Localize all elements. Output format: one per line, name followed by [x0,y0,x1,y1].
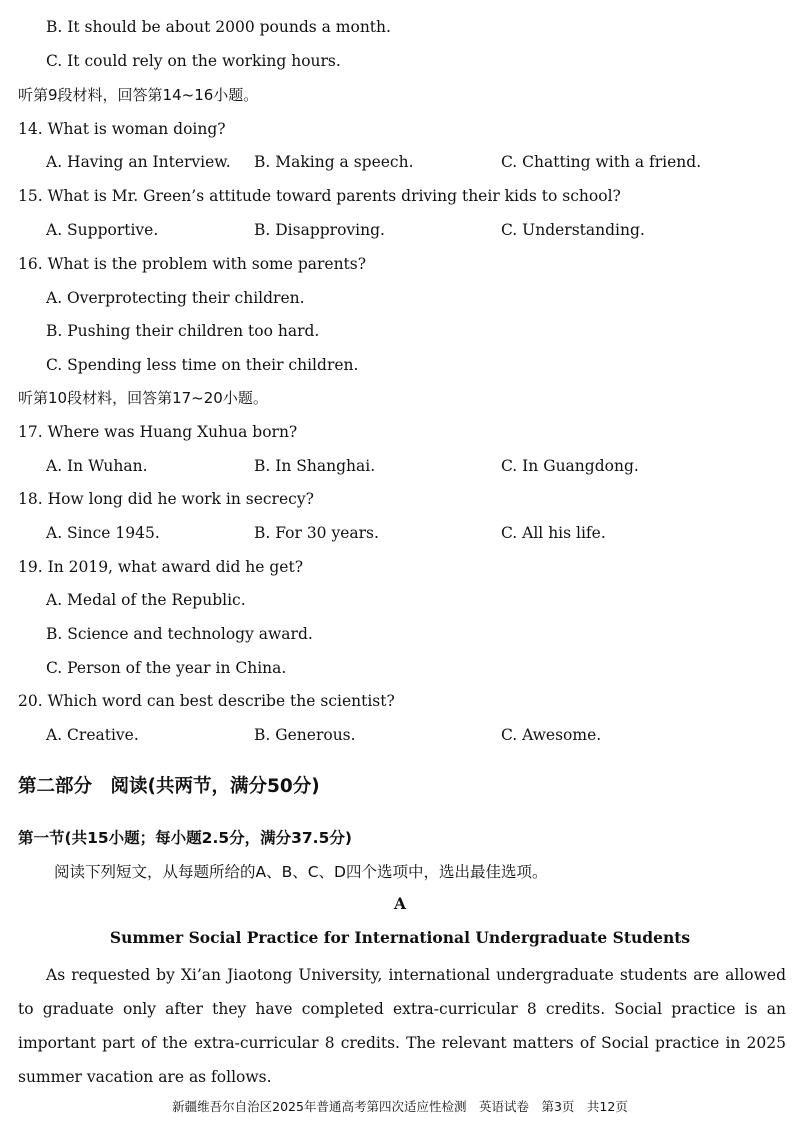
q19-option-b: B. Science and technology award. [46,625,313,643]
q14-option-c: C. Chatting with a friend. [501,153,702,171]
q17-option-c: C. In Guangdong. [501,457,639,475]
q15-option-c: C. Understanding. [501,221,645,239]
q15-option-b: B. Disapproving. [254,221,385,239]
q19-stem: 19. In 2019, what award did he get? [18,558,304,576]
passage-letter: A [393,894,407,913]
passage-paragraph: As requested by Xi’an Jiaotong University, international undergraduate students are allowed to graduate only after they have completed extra-curricular 8 credits. Social practice is an important part of the extra-curricular 8 credits. The relevant matters of Social practice in 2025 summer vacation are as follows. [18,966,786,1086]
q14-option-b: B. Making a speech. [254,153,414,171]
q19-option-a: A. Medal of the Republic. [46,591,246,609]
q16-option-b: B. Pushing their children too hard. [46,322,320,340]
q18-option-c: C. All his life. [501,524,606,542]
section1-heading: 第一节(共15小题；每小题2.5分，满分37.5分) [18,829,352,847]
part2-heading: 第二部分 阅读(共两节，满分50分) [18,776,320,797]
q18-option-b: B. For 30 years. [254,524,379,542]
q20-option-c: C. Awesome. [501,726,602,744]
q17-option-a: A. In Wuhan. [46,457,148,475]
q15-stem: 15. What is Mr. Green’s attitude toward parents driving their kids to school? [18,187,621,205]
q14-option-a: A. Having an Interview. [46,153,231,171]
q18-option-a: A. Since 1945. [46,524,160,542]
q20-stem: 20. Which word can best describe the scientist? [18,692,395,710]
page-footer: 新疆维吾尔自治区2025年普通高考第四次适应性检测 英语试卷 第3页 共12页 [172,1099,628,1114]
q20-option-a: A. Creative. [46,726,139,744]
passage-title: Summer Social Practice for International Undergraduate Students [109,928,691,947]
q13-option-c: C. It could rely on the working hours. [46,52,341,70]
q17-stem: 17. Where was Huang Xuhua born? [18,423,298,441]
q17-option-b: B. In Shanghai. [254,457,376,475]
q20-option-b: B. Generous. [254,726,356,744]
q19-option-c: C. Person of the year in China. [46,659,287,677]
reading-instruction: 阅读下列短文，从每题所给的A、B、C、D四个选项中，选出最佳选项。 [54,863,548,881]
q14-stem: 14. What is woman doing? [18,120,226,138]
section9-intro: 听第9段材料，回答第14~16小题。 [18,86,259,104]
q16-option-a: A. Overprotecting their children. [46,289,305,307]
q16-option-c: C. Spending less time on their children. [46,356,359,374]
q18-stem: 18. How long did he work in secrecy? [18,490,314,508]
q15-option-a: A. Supportive. [46,221,159,239]
section10-intro: 听第10段材料，回答第17~20小题。 [18,389,268,407]
q16-stem: 16. What is the problem with some parents? [18,255,367,273]
q13-option-b: B. It should be about 2000 pounds a month. [46,18,391,36]
